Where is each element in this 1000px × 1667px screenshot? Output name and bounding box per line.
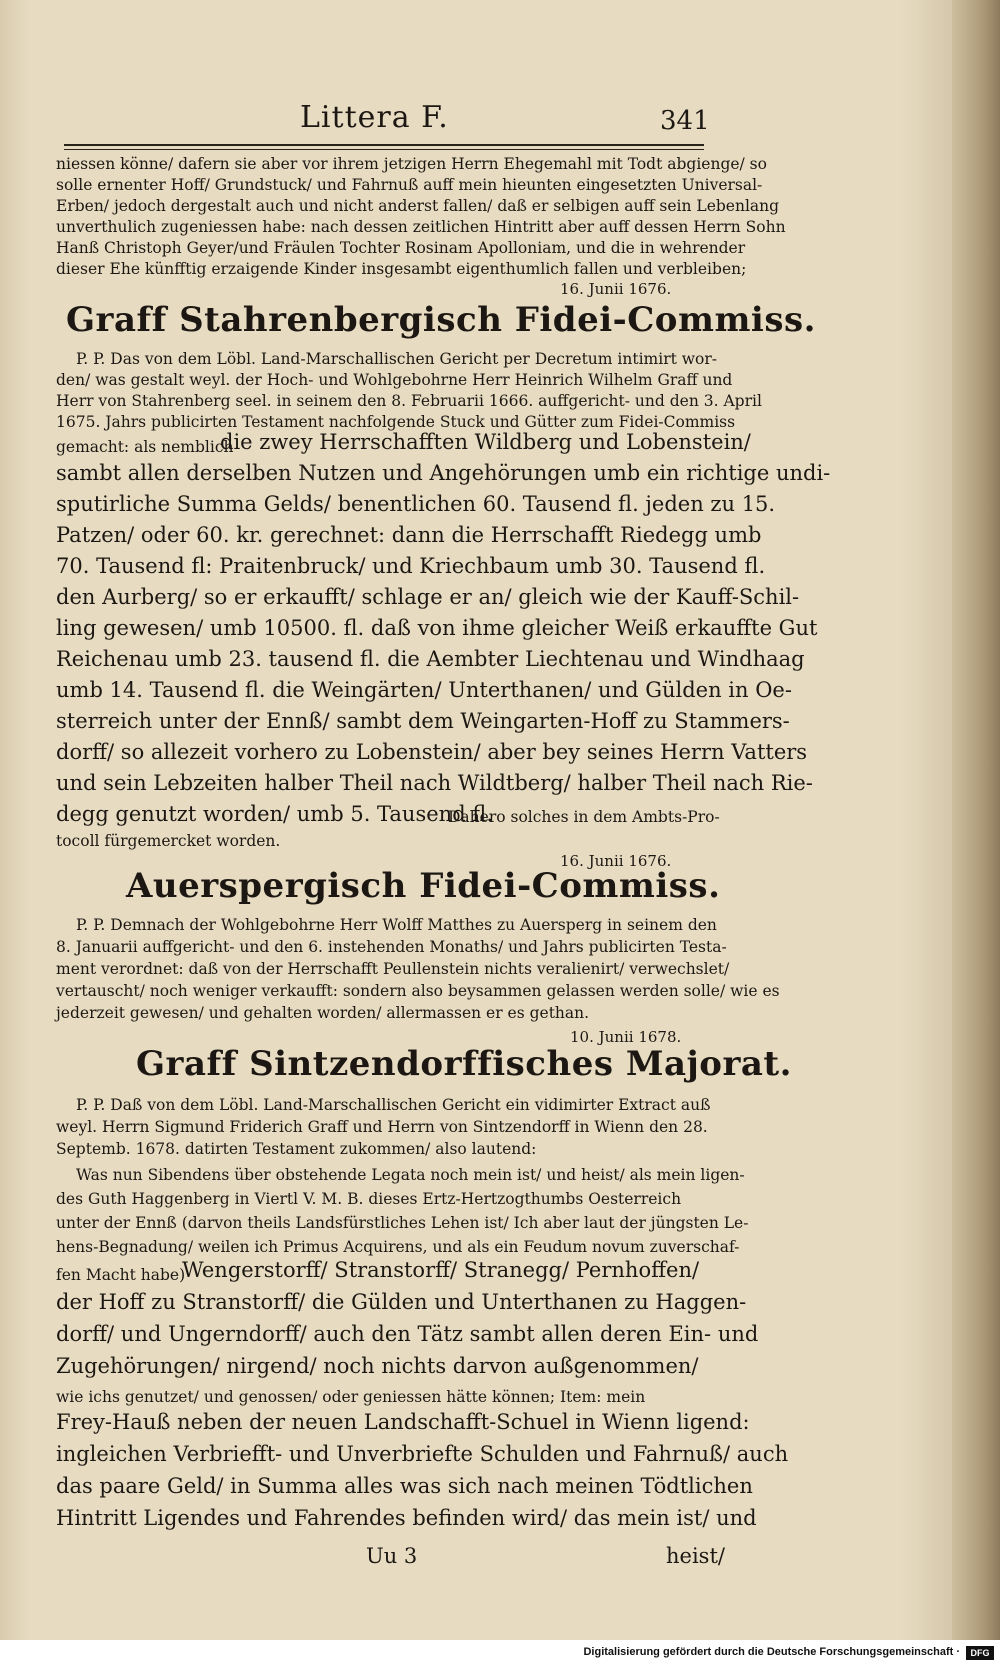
text-line: weyl. Herrn Sigmund Friderich Graff und Herrn von Sintzendorff in Wienn den 28. [56,1118,708,1136]
date-line: 16. Junii 1676. [560,280,672,298]
text-line-large: sambt allen derselben Nutzen und Angehörungen umb ein richtige undi- [56,461,831,485]
section-heading: Auerspergisch Fidei-Commiss. [126,866,721,906]
text-line: jederzeit gewesen/ und gehalten worden/ allermassen er es gethan. [56,1004,590,1022]
page-number: 341 [660,106,710,136]
text-line: P. P. Das von dem Löbl. Land-Marschallischen Gericht per Decretum intimirt wor- [76,350,718,368]
text-line-large: den Aurberg/ so er erkaufft/ schlage er an/ gleich wie der Kauff-Schil- [56,585,800,609]
text-line-large: 70. Tausend fl: Praitenbruck/ und Kriechbaum umb 30. Tausend fl. [56,554,766,578]
text-line: Dahero solches in dem Ambts-Pro- [448,808,720,826]
footer-bar [0,1640,1000,1667]
text-line: unverthulich zugeniessen habe: nach dessen zeitlichen Hintritt aber auff dessen Herrn Sohn [56,218,786,236]
text-line-large: sputirliche Summa Gelds/ benentlichen 60. Tausend fl. jeden zu 15. [56,492,776,516]
text-line: Was nun Sibendens über obstehende Legata noch mein ist/ und heist/ als mein ligen- [76,1166,745,1184]
text-line: P. P. Demnach der Wohlgebohrne Herr Wolff Matthes zu Auersperg in seinem den [76,916,717,934]
header-rule [64,144,704,146]
text-line: tocoll fürgemercket worden. [56,832,281,850]
text-line-large: Hintritt Ligendes und Fahrendes befinden wird/ das mein ist/ und [56,1506,757,1530]
text-line: vertauscht/ noch weniger verkaufft: sondern also beysammen gelassen werden solle/ wie es [56,982,780,1000]
header-rule-thin [64,149,704,150]
text-line: niessen könne/ dafern sie aber vor ihrem jetzigen Herrn Ehegemahl mit Todt abgienge/ so [56,155,767,173]
text-line: 1675. Jahrs publicirten Testament nachfolgende Stuck und Gütter zum Fidei-Commiss [56,413,736,431]
text-line-large: umb 14. Tausend fl. die Weingärten/ Unterthanen/ und Gülden in Oe- [56,678,792,702]
text-line: gemacht: als nemblich [56,438,234,456]
date-line: 10. Junii 1678. [570,1028,682,1046]
text-line-large: ling gewesen/ umb 10500. fl. daß von ihme gleicher Weiß erkauffte Gut [56,616,818,640]
book-edge [952,0,1000,1640]
text-line: Septemb. 1678. datirten Testament zukommen/ also lautend: [56,1140,537,1158]
footer-credit: Digitalisierung gefördert durch die Deutsche Forschungsgemeinschaft · [583,1646,960,1658]
text-line: Herr von Stahrenberg seel. in seinem den 8. Februarii 1666. auffgericht- und den 3. April [56,392,762,410]
text-line: den/ was gestalt weyl. der Hoch- und Wohlgebohrne Herr Heinrich Wilhelm Graff und [56,371,733,389]
text-line-large: Reichenau umb 23. tausend fl. die Aembter Liechtenau und Windhaag [56,647,805,671]
text-line: des Guth Haggenberg in Viertl V. M. B. dieses Ertz-Hertzogthumbs Oesterreich [56,1190,682,1208]
signature-mark: Uu 3 [366,1544,418,1568]
text-line: solle ernenter Hoff/ Grundstuck/ und Fahrnuß auff mein hieunten eingesetzten Universal- [56,176,763,194]
text-line-large: und sein Lebzeiten halber Theil nach Wildtberg/ halber Theil nach Rie- [56,771,813,795]
text-line: unter der Ennß (darvon theils Landsfürstliches Lehen ist/ Ich aber laut der jüngsten Le- [56,1214,749,1232]
text-line-large: Patzen/ oder 60. kr. gerechnet: dann die Herrschafft Riedegg umb [56,523,762,547]
text-line-large: sterreich unter der Ennß/ sambt dem Weingarten-Hoff zu Stammers- [56,709,790,733]
text-line-large: Wengerstorff/ Stranstorff/ Stranegg/ Pernhoffen/ [182,1258,700,1282]
catchword: heist/ [666,1544,725,1568]
text-line-large: die zwey Herrschafften Wildberg und Lobenstein/ [220,430,751,454]
text-line: wie ichs genutzet/ und genossen/ oder geniessen hätte können; Item: mein [56,1388,646,1406]
text-line-large: der Hoff zu Stranstorff/ die Gülden und Unterthanen zu Haggen- [56,1290,747,1314]
date-line: 16. Junii 1676. [560,852,672,870]
running-head: Littera F. [300,100,449,135]
text-line-large: degg genutzt worden/ umb 5. Tausend fl. [56,802,493,826]
text-line: Erben/ jedoch dergestalt auch und nicht anderst fallen/ daß er selbigen auff sein Lebenlang [56,197,780,215]
section-heading: Graff Stahrenbergisch Fidei-Commiss. [66,300,816,340]
text-line: P. P. Daß von dem Löbl. Land-Marschallischen Gericht ein vidimirter Extract auß [76,1096,711,1114]
text-line: dieser Ehe künfftig erzaigende Kinder insgesambt eigenthumlich fallen und verbleiben; [56,260,747,278]
text-line: hens-Begnadung/ weilen ich Primus Acquirens, und als ein Feudum novum zuverschaf- [56,1238,740,1256]
text-line-large: ingleichen Verbriefft- und Unverbriefte Schulden und Fahrnuß/ auch [56,1442,789,1466]
text-line-large: dorff/ und Ungerndorff/ auch den Tätz sambt allen deren Ein- und [56,1322,759,1346]
text-line: 8. Januarii auffgericht- und den 6. instehenden Monaths/ und Jahrs publicirten Testa- [56,938,727,956]
section-heading: Graff Sintzendorffisches Majorat. [136,1044,792,1084]
text-line-large: das paare Geld/ in Summa alles was sich nach meinen Tödtlichen [56,1474,753,1498]
text-line: Hanß Christoph Geyer/und Fräulen Tochter Rosinam Apolloniam, und die in wehrender [56,239,746,257]
text-line-large: Frey-Hauß neben der neuen Landschafft-Schuel in Wienn ligend: [56,1410,750,1434]
text-line: fen Macht habe) [56,1266,186,1284]
text-line-large: dorff/ so allezeit vorhero zu Lobenstein/ aber bey seines Herrn Vatters [56,740,808,764]
text-line-large: Zugehörungen/ nirgend/ noch nichts darvon außgenommen/ [56,1354,699,1378]
text-line: ment verordnet: daß von der Herrschafft Peullenstein nichts veralienirt/ verwechslet/ [56,960,730,978]
dfg-logo: DFG [966,1646,994,1660]
